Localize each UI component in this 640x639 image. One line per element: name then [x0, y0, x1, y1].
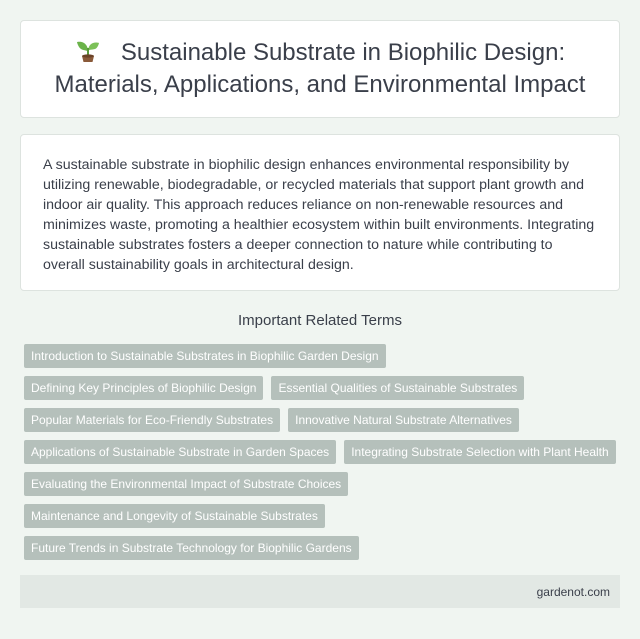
footer-bar	[20, 575, 620, 608]
related-term[interactable]: Defining Key Principles of Biophilic Design	[24, 376, 263, 400]
related-term[interactable]: Maintenance and Longevity of Sustainable Substrates	[24, 504, 325, 528]
related-term[interactable]: Integrating Substrate Selection with Plant Health	[344, 440, 615, 464]
related-terms-list	[24, 344, 624, 560]
related-term[interactable]: Evaluating the Environmental Impact of Substrate Choices	[24, 472, 348, 496]
related-term[interactable]: Applications of Sustainable Substrate in Garden Spaces	[24, 440, 336, 464]
seedling-icon	[75, 39, 101, 63]
related-term[interactable]: Future Trends in Substrate Technology for Biophilic Gardens	[24, 536, 359, 560]
site-link[interactable]: gardenot.com	[536, 584, 610, 599]
title-card	[20, 20, 620, 118]
related-term[interactable]: Essential Qualities of Sustainable Substrates	[271, 376, 524, 400]
page-title-text: Sustainable Substrate in Biophilic Design: Materials, Applications, and Environmental Impact	[54, 39, 586, 98]
related-term[interactable]: Popular Materials for Eco-Friendly Substrates	[24, 408, 280, 432]
related-term[interactable]: Introduction to Sustainable Substrates in Biophilic Garden Design	[24, 344, 386, 368]
related-term[interactable]: Innovative Natural Substrate Alternatives	[288, 408, 519, 432]
summary-card	[20, 134, 620, 291]
page-title	[21, 37, 619, 101]
summary-text: A sustainable substrate in biophilic design enhances environmental responsibility by utilizing renewable, biodegradable, or recycled materials that support plant growth and indoor air quality. This approach reduces reliance on non-renewable resources and minimizes waste, promoting a healthier ecosystem within built environments. Integrating sustainable substrates fosters a deeper connection to nature while contributing to overall sustainability goals in architectural design.	[43, 157, 595, 273]
related-terms-heading: Important Related Terms	[238, 312, 402, 329]
